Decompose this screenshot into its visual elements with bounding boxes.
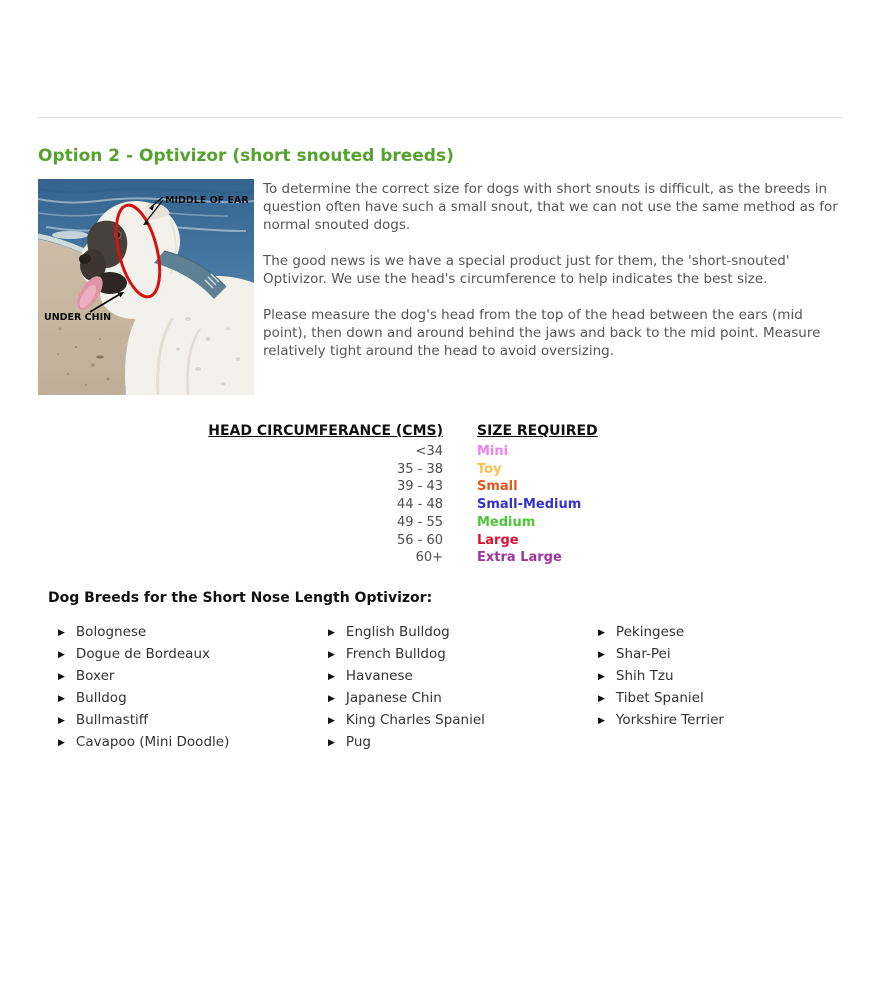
breed-list-item bbox=[328, 732, 598, 754]
breed-name: Bulldog bbox=[75, 689, 127, 706]
breed-columns bbox=[58, 622, 880, 754]
breed-list-item bbox=[328, 666, 598, 688]
head-circumference-range: <34 bbox=[415, 444, 443, 459]
triangle-bullet-icon: ▶ bbox=[58, 627, 65, 638]
breed-name: Tibet Spaniel bbox=[615, 689, 704, 706]
size-required-value: Extra Large bbox=[477, 550, 562, 566]
head-circumference-range: 49 - 55 bbox=[396, 514, 443, 530]
breed-name: Shar-Pei bbox=[615, 645, 671, 662]
dog-photo-illustration bbox=[38, 179, 254, 395]
triangle-bullet-icon: ▶ bbox=[328, 649, 335, 660]
breed-name: English Bulldog bbox=[345, 623, 450, 640]
paragraph-sizing-difficulty: To determine the correct size for dogs with short snouts is difficult, as the breeds in question often have such a small snout, that we can not use the same method as for normal snouted dogs. bbox=[263, 181, 838, 233]
size-required-value: Medium bbox=[477, 514, 536, 530]
breed-list-item bbox=[58, 666, 328, 688]
head-circumference-header: HEAD CIRCUMFERANCE (CMS) bbox=[208, 423, 443, 439]
size-required-value: Toy bbox=[477, 461, 502, 477]
breed-list-item bbox=[328, 644, 598, 666]
triangle-bullet-icon: ▶ bbox=[58, 737, 65, 748]
size-required-value: Mini bbox=[477, 444, 509, 459]
breed-list-item bbox=[58, 622, 328, 644]
head-circumference-range: 44 - 48 bbox=[396, 497, 443, 513]
middle-of-ear-label: MIDDLE OF EAR bbox=[165, 195, 249, 206]
page-title: Option 2 - Optivizor (short snouted breeds) bbox=[38, 146, 454, 166]
horizontal-divider bbox=[38, 117, 842, 118]
breed-list-item bbox=[58, 644, 328, 666]
under-chin-label: UNDER CHIN bbox=[44, 312, 112, 323]
breed-column bbox=[328, 622, 598, 754]
intro-section bbox=[38, 179, 842, 395]
size-table-header bbox=[199, 423, 639, 439]
size-required-value: Large bbox=[477, 532, 519, 548]
triangle-bullet-icon: ▶ bbox=[58, 671, 65, 682]
breed-name: Bullmastiff bbox=[75, 711, 149, 728]
breed-name: Boxer bbox=[75, 667, 115, 684]
triangle-bullet-icon: ▶ bbox=[598, 671, 605, 682]
size-table-row bbox=[199, 496, 639, 514]
triangle-bullet-icon: ▶ bbox=[58, 649, 65, 660]
size-required-value: Small-Medium bbox=[477, 497, 582, 513]
head-circumference-range: 35 - 38 bbox=[396, 461, 443, 477]
dog-measurement-photo bbox=[38, 179, 254, 395]
breed-name: Shih Tzu bbox=[615, 667, 674, 684]
breed-list-item bbox=[58, 688, 328, 710]
triangle-bullet-icon: ▶ bbox=[328, 715, 335, 726]
breed-list-item bbox=[58, 732, 328, 754]
size-table bbox=[199, 423, 639, 567]
breed-name: Pug bbox=[345, 733, 371, 750]
breeds-list-heading: Dog Breeds for the Short Nose Length Optivizor: bbox=[48, 589, 433, 606]
breed-list-item bbox=[328, 688, 598, 710]
head-circumference-range: 39 - 43 bbox=[396, 479, 443, 495]
triangle-bullet-icon: ▶ bbox=[598, 627, 605, 638]
head-circumference-range: 60+ bbox=[415, 550, 443, 566]
dog-nose bbox=[79, 254, 91, 264]
breed-list-item bbox=[598, 710, 868, 732]
breed-list-item bbox=[58, 710, 328, 732]
breed-name: Havanese bbox=[345, 667, 413, 684]
breed-name: Cavapoo (Mini Doodle) bbox=[75, 733, 230, 750]
triangle-bullet-icon: ▶ bbox=[598, 715, 605, 726]
breed-name: King Charles Spaniel bbox=[345, 711, 485, 728]
triangle-bullet-icon: ▶ bbox=[328, 671, 335, 682]
breed-name: Yorkshire Terrier bbox=[615, 711, 724, 728]
triangle-bullet-icon: ▶ bbox=[328, 627, 335, 638]
size-table-row bbox=[199, 514, 639, 532]
breed-name: Dogue de Bordeaux bbox=[75, 645, 210, 662]
breed-name: Pekingese bbox=[615, 623, 685, 640]
breed-column bbox=[58, 622, 328, 754]
triangle-bullet-icon: ▶ bbox=[58, 693, 65, 704]
size-table-row bbox=[199, 549, 639, 567]
size-table-row bbox=[199, 443, 639, 461]
size-table-row bbox=[199, 478, 639, 496]
intro-text bbox=[263, 179, 842, 360]
size-table-row bbox=[199, 461, 639, 479]
breed-list-item bbox=[598, 622, 868, 644]
breed-name: Japanese Chin bbox=[345, 689, 442, 706]
paragraph-measuring-instructions: Please measure the dog's head from the top of the head between the ears (mid point), then down and around behind the jaws and back to the mid point. Measure relatively tight around the head to avoid oversizing. bbox=[263, 307, 821, 359]
breed-name: Bolognese bbox=[75, 623, 147, 640]
triangle-bullet-icon: ▶ bbox=[598, 693, 605, 704]
size-required-value: Small bbox=[477, 479, 518, 495]
breed-list-item bbox=[598, 666, 868, 688]
triangle-bullet-icon: ▶ bbox=[328, 737, 335, 748]
breed-list-item bbox=[328, 710, 598, 732]
breed-list-item bbox=[328, 622, 598, 644]
head-circumference-range: 56 - 60 bbox=[396, 532, 443, 548]
size-required-header: SIZE REQUIRED bbox=[477, 423, 598, 439]
breed-column bbox=[598, 622, 868, 754]
paragraph-special-product: The good news is we have a special product just for them, the 'short-snouted' Optivizor. We use the head's circumference to help indicates the best size. bbox=[263, 253, 790, 287]
triangle-bullet-icon: ▶ bbox=[598, 649, 605, 660]
triangle-bullet-icon: ▶ bbox=[58, 715, 65, 726]
breed-name: French Bulldog bbox=[345, 645, 446, 662]
size-table-rows bbox=[199, 443, 639, 567]
triangle-bullet-icon: ▶ bbox=[328, 693, 335, 704]
breed-list-item bbox=[598, 644, 868, 666]
size-table-row bbox=[199, 532, 639, 550]
breed-list-item bbox=[598, 688, 868, 710]
